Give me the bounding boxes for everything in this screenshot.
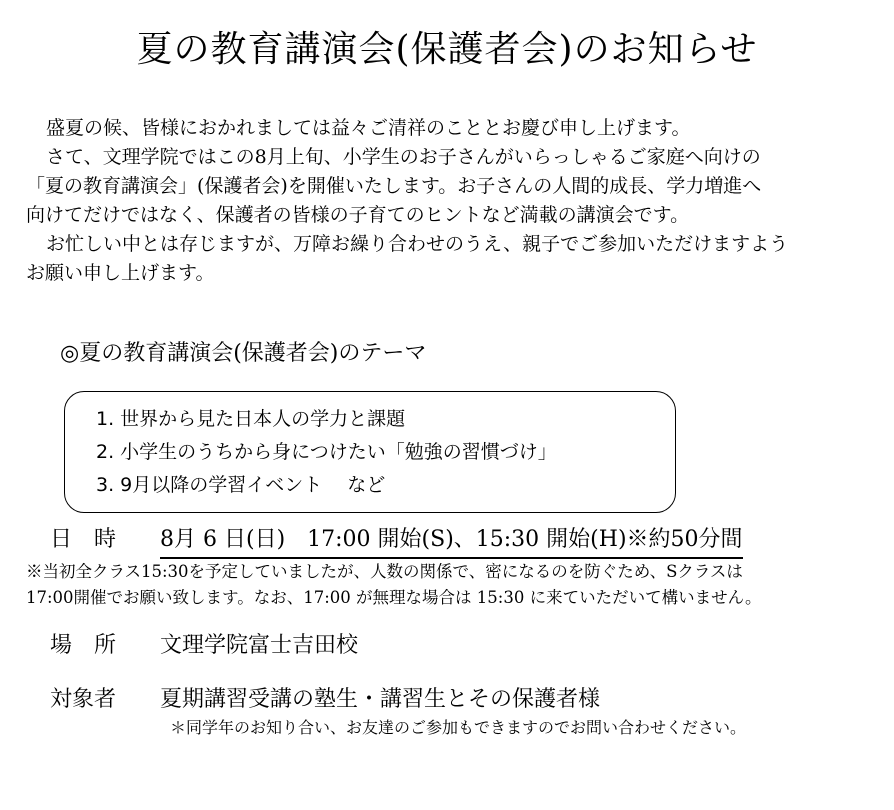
venue-value: 文理学院富士吉田校 [160, 633, 359, 658]
venue-label: 場 所 [50, 633, 117, 658]
intro-line-1: 盛夏の候、皆様におかれましては益々ご清祥のこととお慶び申し上げます。 [46, 117, 691, 139]
schedule-value: 8月 6 日(日) 17:00 開始(S)、15:30 開始(H)※約50分間 [160, 524, 743, 559]
intro-line-3: 「夏の教育講演会」(保護者会)を開催いたします。お子さんの人間的成長、学力増進へ [26, 175, 762, 197]
schedule-note-1: ※当初全クラス15:30を予定していましたが、人数の関係で、密になるのを防ぐため、Sクラスは [26, 562, 743, 581]
theme-item-2: 2. 小学生のうちから身につけたい「勉強の習慣づけ」 [96, 441, 557, 463]
intro-line-4: 向けてだけではなく、保護者の皆様の子育てのヒントなど満載の講演会です。 [26, 204, 690, 226]
intro-line-2: さて、文理学院ではこの8月上旬、小学生のお子さんがいらっしゃるご家庭へ向けの [46, 146, 761, 168]
schedule-note-2: 17:00開催でお願い致します。なお、17:00 が無理な場合は 15:30 に来ていただいて構いません。 [26, 588, 762, 607]
intro-line-6: お願い申し上げます。 [26, 262, 215, 284]
page-title: 夏の教育講演会(保護者会)のお知らせ [136, 29, 758, 70]
theme-item-3: 3. 9月以降の学習イベント など [96, 474, 386, 496]
intro-line-5: お忙しい中とは存じますが、万障お繰り合わせのうえ、親子でご参加いただけますよう [46, 233, 789, 255]
schedule-label: 日 時 [50, 527, 117, 552]
audience-note: ＊同学年のお知り合い、お友達のご参加もできますのでお問い合わせください。 [170, 718, 747, 737]
audience-value: 夏期講習受講の塾生・講習生とその保護者様 [160, 687, 601, 712]
theme-item-1: 1. 世界から見た日本人の学力と課題 [96, 408, 406, 430]
themes-heading: ◎夏の教育講演会(保護者会)のテーマ [60, 341, 427, 366]
audience-label: 対象者 [50, 687, 117, 712]
